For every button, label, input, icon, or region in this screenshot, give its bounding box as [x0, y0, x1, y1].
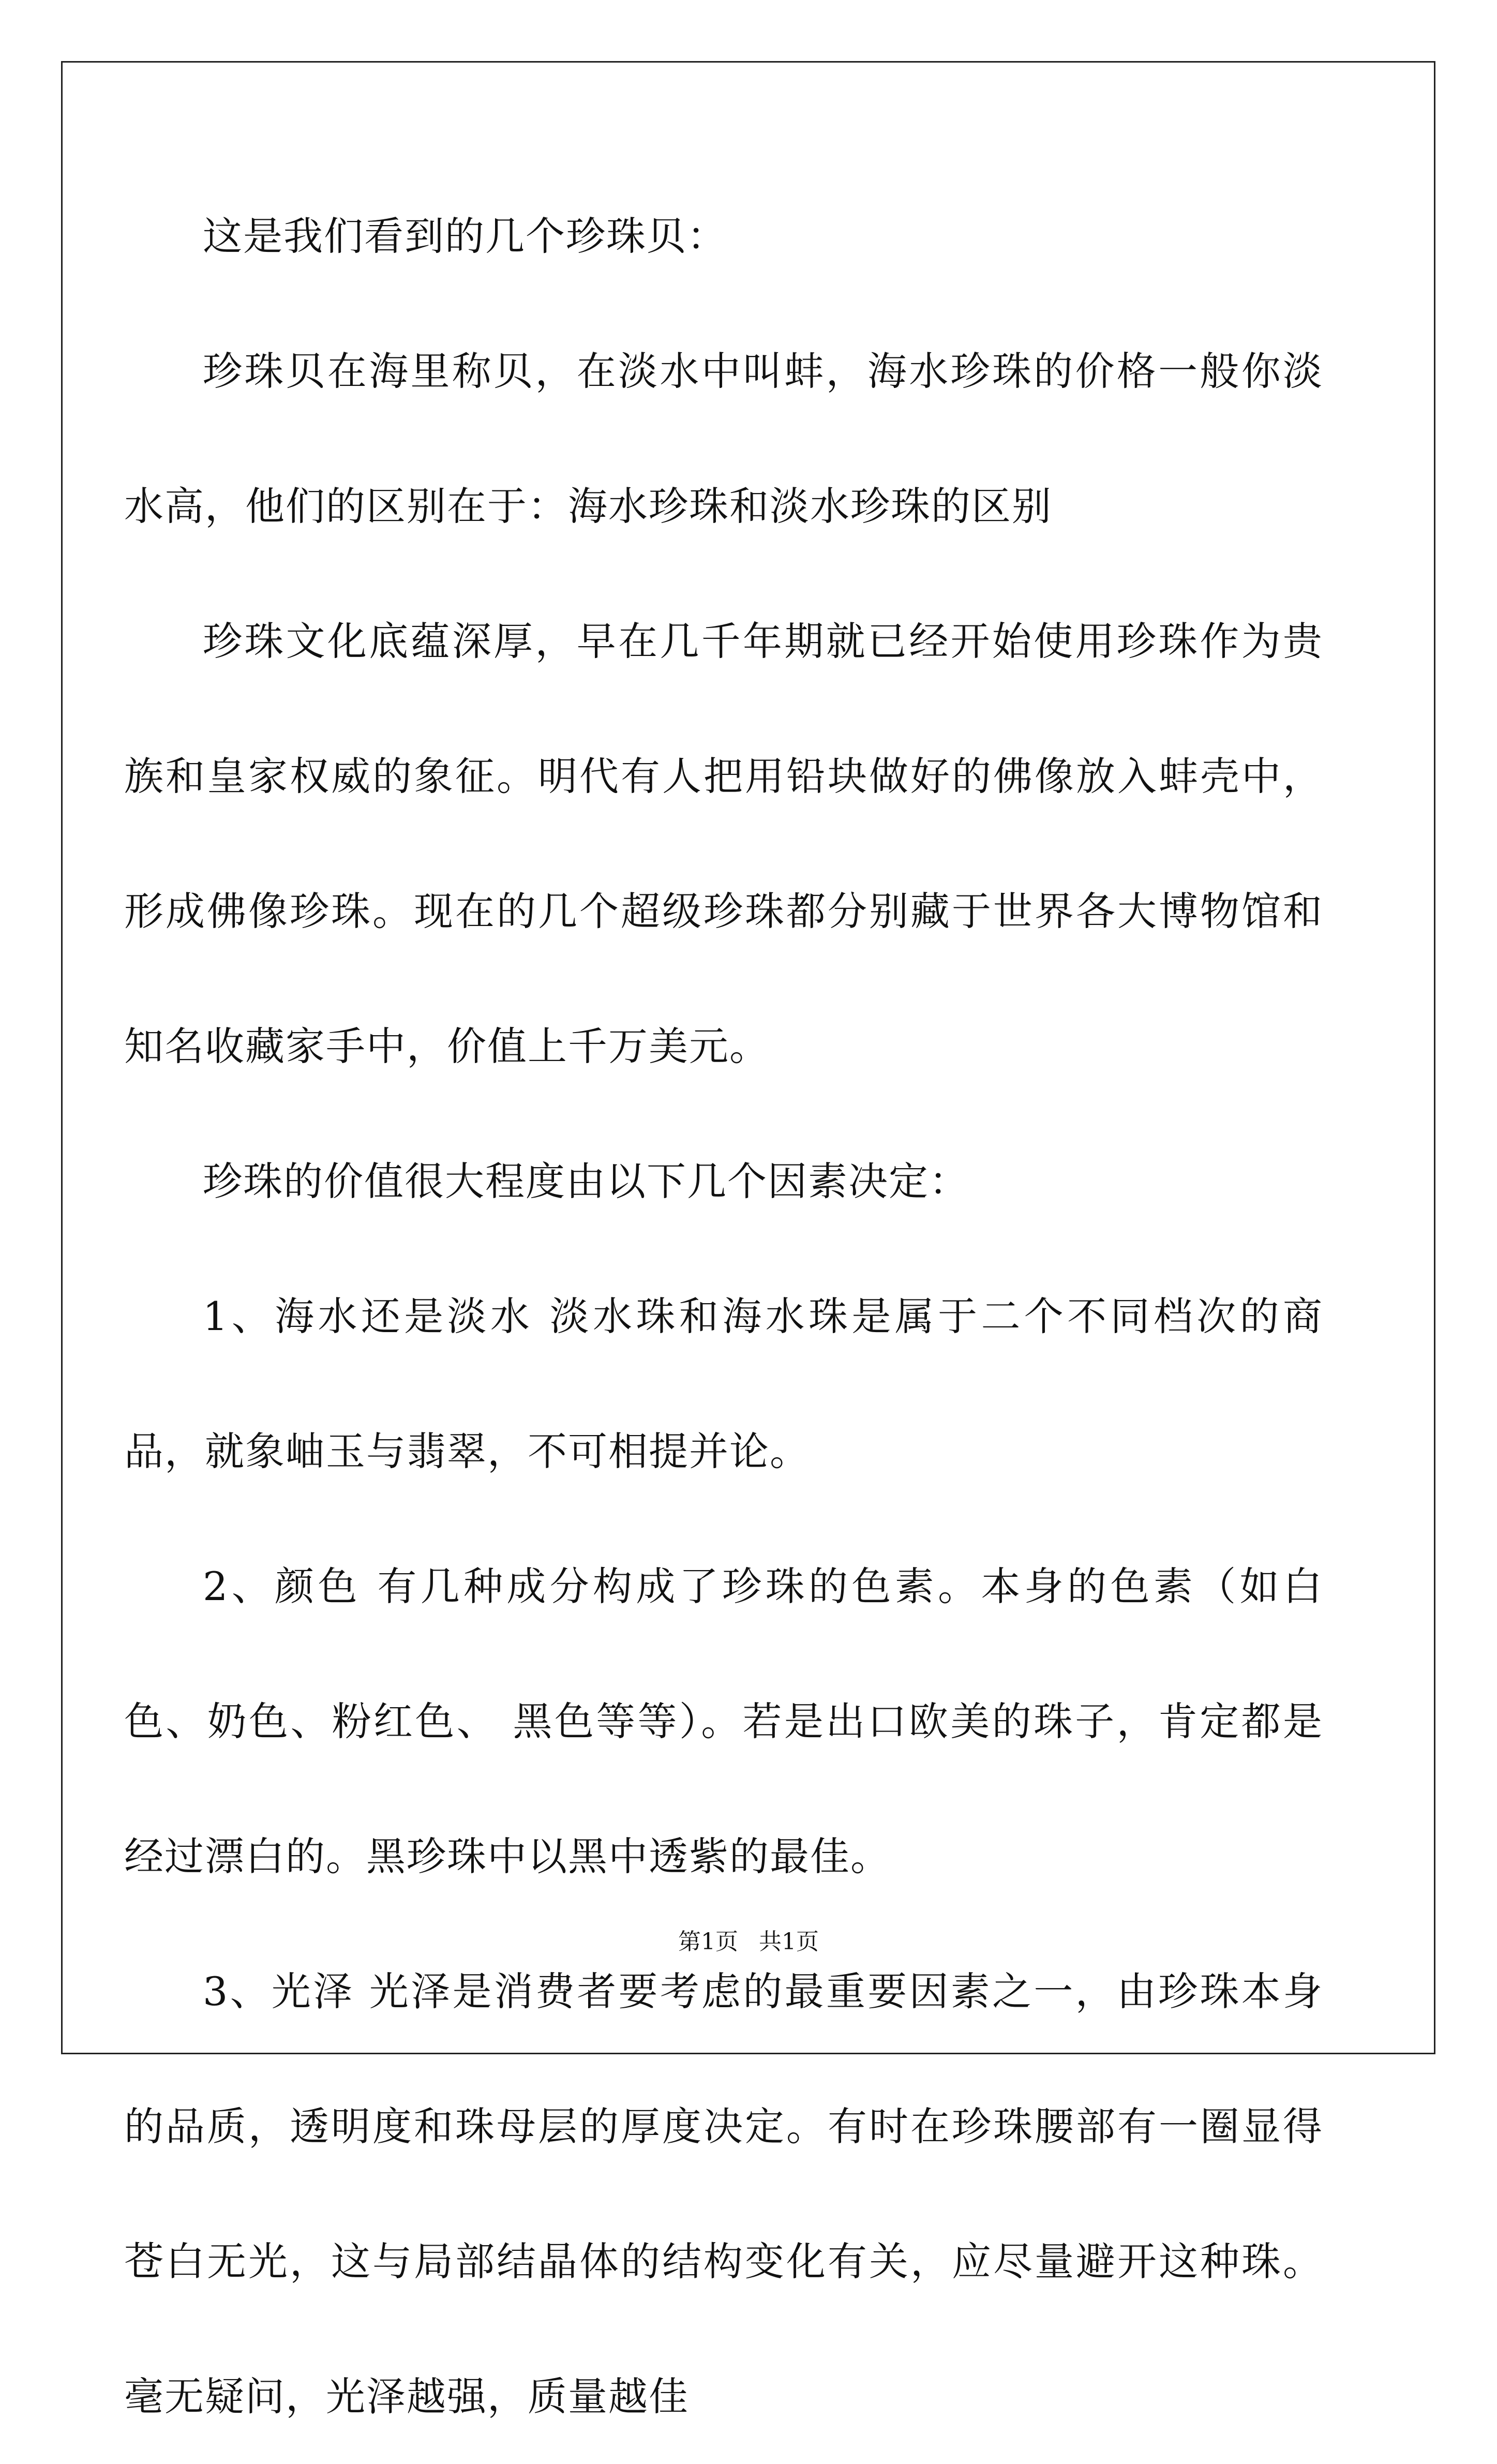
- paragraph-4: 珍珠的价值很大程度由以下几个因素决定：: [203, 1158, 969, 1204]
- paragraph-2: 珍珠贝在海里称贝，在淡水中叫蚌，海水珍珠的价格一般你淡水高，他们的区别在于：海水珍珠和淡水珍珠的区别: [124, 348, 1323, 529]
- paragraph-3: 珍珠文化底蕴深厚，早在几千年期就已经开始使用珍珠作为贵族和皇家权威的象征。明代有人把用铅块做好的佛像放入蚌壳中，形成佛像珍珠。现在的几个超级珍珠都分别藏于世界各大博物馆和知名收藏家手中，价值上千万美元。: [124, 618, 1323, 1069]
- paragraph-7: 3、光泽 光泽是消费者要考虑的最重要因素之一，由珍珠本身的品质，透明度和珠母层的厚度决定。有时在珍珠腰部有一圈显得苍白无光，这与局部结晶体的结构变化有关，应尽量避开这种珠。毫无疑问，光泽越强，质量越佳: [124, 1968, 1323, 2420]
- paragraph-1: 这是我们看到的几个珍珠贝：: [203, 213, 727, 259]
- paragraph-5: 1、海水还是淡水 淡水珠和海水珠是属于二个不同档次的商品，就象岫玉与翡翠，不可相提并论。: [124, 1293, 1323, 1474]
- page-total: 共1页: [759, 1929, 819, 1955]
- paragraph-6: 2、颜色 有几种成分构成了珍珠的色素。本身的色素（如白色、奶色、粉红色、 黑色等等）。若是出口欧美的珠子，肯定都是经过漂白的。黑珍珠中以黑中透紫的最佳。: [124, 1563, 1323, 1879]
- page-footer: [0, 1927, 1497, 1958]
- page-number: 第1页: [678, 1929, 738, 1955]
